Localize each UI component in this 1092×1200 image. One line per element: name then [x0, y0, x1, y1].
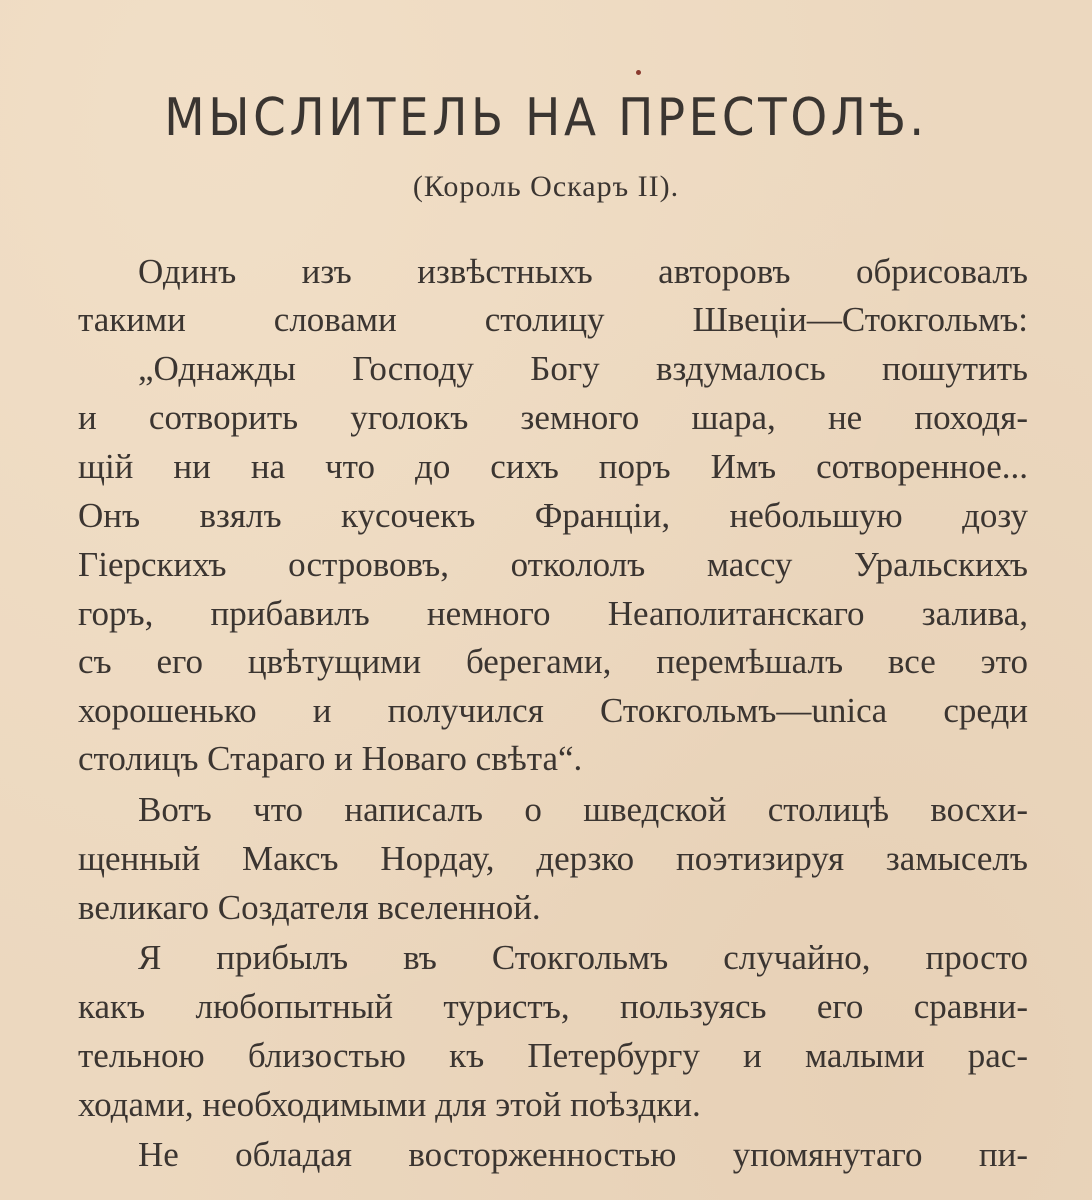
text-line: „Однажды Господу Богу вздумалось пошутить — [138, 349, 1028, 388]
text-line: Одинъ изъ извѣстныхъ авторовъ обрисовалъ — [138, 252, 1028, 291]
text-line: горъ, прибавилъ немного Неаполитанскаго залива, — [78, 594, 1028, 633]
chapter-subtitle: (Король Оскаръ II). — [412, 170, 680, 203]
text-line: щій ни на что до сихъ поръ Имъ сотворенное... — [78, 447, 1028, 486]
text-line: съ его цвѣтущими берегами, перемѣшалъ все это — [78, 642, 1028, 681]
ink-speck — [636, 70, 641, 75]
text-line: тельною близостью къ Петербургу и малыми рас- — [78, 1036, 1028, 1075]
text-line: Не обладая восторженностью упомянутаго пи- — [138, 1135, 1028, 1174]
text-line: ходами, необходимыми для этой поѣздки. — [78, 1085, 701, 1124]
text-line: такими словами столицу Швеціи—Стокгольмъ: — [78, 300, 1028, 339]
text-line: Гіерскихъ острововъ, откололъ массу Уральскихъ — [78, 545, 1028, 584]
text-line: хорошенько и получился Стокгольмъ—unica среди — [78, 691, 1028, 730]
text-line: и сотворить уголокъ земного шара, не походя- — [78, 398, 1028, 437]
text-line: щенный Максъ Нордау, дерзко поэтизируя замыселъ — [78, 839, 1028, 878]
text-line: столицъ Стараго и Новаго свѣта“. — [78, 739, 583, 778]
text-line: Я прибылъ въ Стокгольмъ случайно, просто — [138, 938, 1028, 977]
text-line: великаго Создателя вселенной. — [78, 888, 541, 927]
text-line: какъ любопытный туристъ, пользуясь его сравни- — [78, 987, 1028, 1026]
text-line: Вотъ что написалъ о шведской столицѣ восхи- — [138, 790, 1028, 829]
text-line: Онъ взялъ кусочекъ Франціи, небольшую дозу — [78, 496, 1028, 535]
chapter-title: МЫСЛИТЕЛЬ НА ПРЕСТОЛѢ. — [164, 88, 928, 148]
